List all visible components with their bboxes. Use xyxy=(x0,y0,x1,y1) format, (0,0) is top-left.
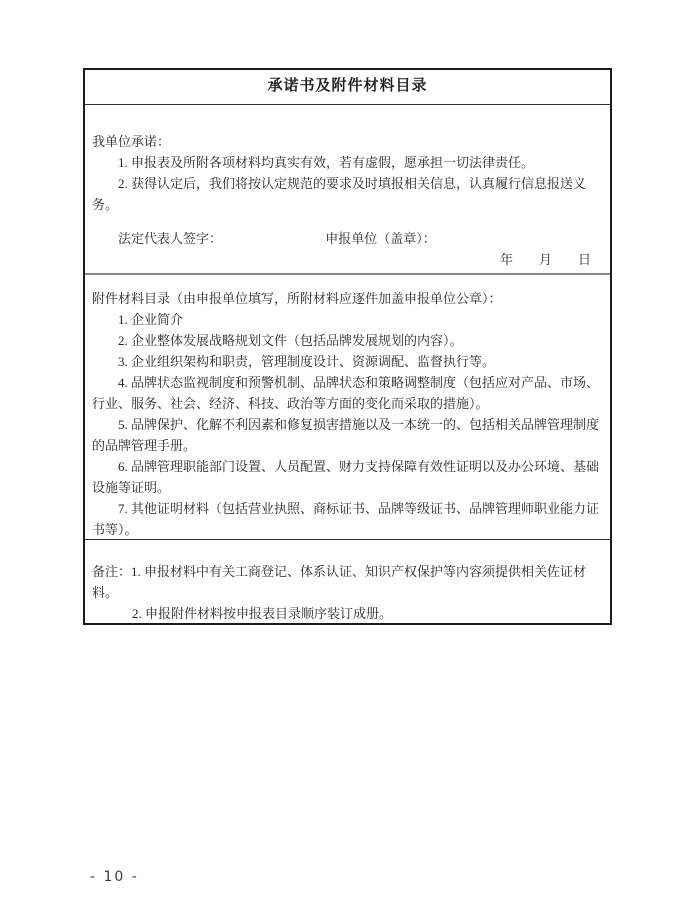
commitment-section xyxy=(85,105,610,275)
attachment-item-7: 7. 其他证明材料（包括营业执照、商标证书、品牌等级证书、品牌管理师职业能力证书等）。 xyxy=(92,501,600,537)
commitment-item-1: 1. 申报表及所附各项材料均真实有效，若有虚假，愿承担一切法律责任。 xyxy=(118,155,535,170)
form-title: 承诺书及附件材料目录 xyxy=(85,70,610,105)
form-table xyxy=(83,68,612,625)
attachments-heading: 附件材料目录（由申报单位填写，所附材料应逐件加盖申报单位公章）： xyxy=(92,291,502,306)
attachment-item-5: 5. 品牌保护、化解不利因素和修复损害措施以及一本统一的、包括相关品牌管理制度的品牌管理手册。 xyxy=(92,417,600,453)
remarks-label: 备注： xyxy=(92,564,132,579)
attachments-section xyxy=(85,275,610,540)
signature-row xyxy=(92,228,603,249)
remarks-item-1: 1. 申报材料中有关工商登记、体系认证、知识产权保护等内容须提供相关佐证材料。 xyxy=(92,564,587,600)
applicant-unit-seal-label: 申报单位（盖章）： xyxy=(325,231,436,246)
page-number: - 10 - xyxy=(90,869,139,885)
attachment-item-1: 1. 企业简介 xyxy=(118,312,184,327)
remarks-line-1 xyxy=(92,561,603,603)
attachment-item-6: 6. 品牌管理职能部门设置、人员配置、财力支持保障有效性证明以及办公环境、基础设施等证明。 xyxy=(92,459,600,495)
commitment-item-2: 2. 获得认定后，我们将按认定规范的要求及时填报相关信息，认真履行信息报送义务。 xyxy=(92,176,587,212)
date-line: 年 月 日 xyxy=(499,252,591,267)
commitment-intro: 我单位承诺： xyxy=(92,134,171,149)
attachment-item-3: 3. 企业组织架构和职责，管理制度设计、资源调配、监督执行等。 xyxy=(118,354,496,369)
attachment-item-4: 4. 品牌状态监视制度和预警机制、品牌状态和策略调整制度（包括应对产品、市场、行业、服务、社会、经济、科技、政治等方面的变化而采取的措施）。 xyxy=(92,375,600,411)
remarks-item-2: 2. 申报附件材料按申报表目录顺序装订成册。 xyxy=(132,606,393,621)
attachment-item-2: 2. 企业整体发展战略规划文件（包括品牌发展规划的内容）。 xyxy=(118,333,463,348)
remarks-section xyxy=(85,540,610,623)
legal-representative-signature-label: 法定代表人签字： xyxy=(118,231,223,246)
